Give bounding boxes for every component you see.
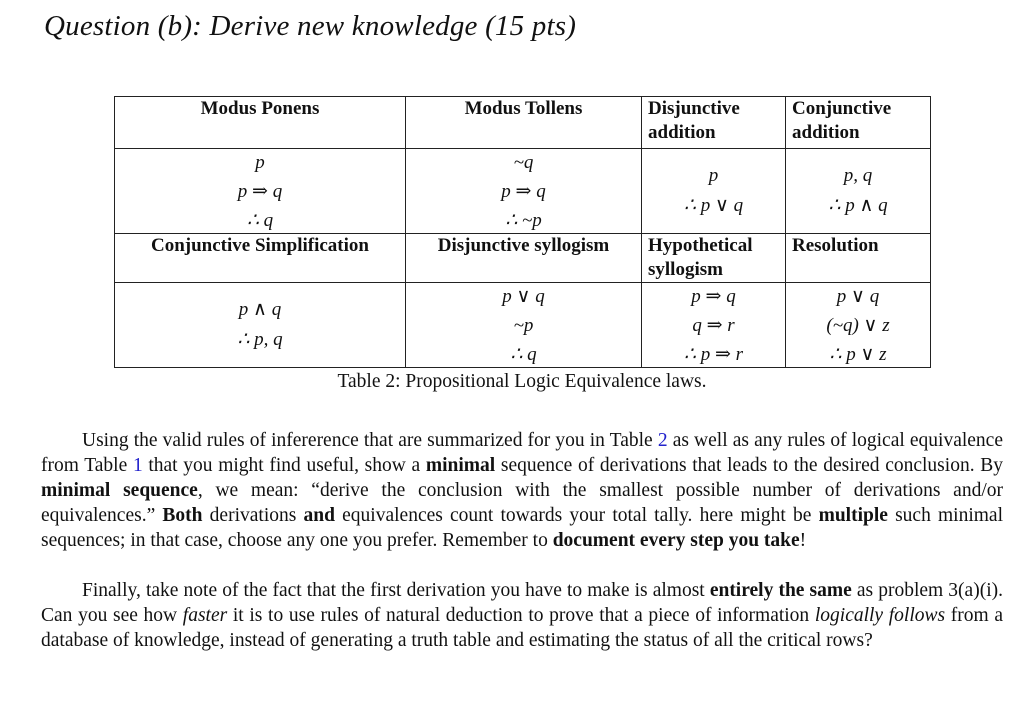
instructions-paragraph — [41, 428, 1003, 553]
text-span: from a database of knowledge, instead of generating a truth table and estimating the status of all the critical rows? — [41, 605, 1003, 651]
header-disjunctive-addition: Disjunctive addition — [642, 97, 786, 149]
bold-text: document every step you take — [552, 530, 800, 551]
formula-line: ∴ ~p — [505, 209, 542, 231]
formula-line: q ⇒ r — [692, 314, 735, 336]
italic-text: faster — [182, 605, 228, 626]
formula-line: p ∧ q — [238, 299, 282, 320]
page-title: Question (b): Derive new knowledge (15 pts) — [44, 10, 577, 42]
formula-line: p ⇒ q — [501, 180, 546, 202]
formula-line: ∴ p ∧ q — [828, 195, 888, 216]
formula-line: ∴ q — [510, 343, 537, 365]
cell-disjunctive-syllogism — [406, 283, 642, 368]
bold-text: Both — [162, 505, 203, 526]
header-modus-tollens: Modus Tollens — [406, 97, 642, 149]
cell-conjunctive-addition — [786, 149, 931, 234]
text-span: equivalences count towards your total tally. here might be — [334, 505, 819, 526]
formula-line: p — [255, 151, 265, 173]
bold-text: minimal sequence — [41, 480, 198, 501]
text-span: derivations — [202, 505, 304, 526]
formula-line: ∴ q — [246, 209, 274, 231]
cell-disjunctive-addition — [642, 149, 786, 234]
text-span: as problem 3(a)(i). Can you see how — [41, 580, 1003, 626]
formula-line: p ∨ q — [502, 285, 545, 307]
cell-modus-ponens — [115, 149, 406, 234]
formula-line: p ⇒ q — [237, 180, 283, 202]
note-paragraph — [41, 578, 1003, 653]
table-caption: Table 2: Propositional Logic Equivalence laws. — [337, 371, 707, 392]
table-row — [115, 283, 931, 368]
text-span: that you might find useful, show a — [142, 455, 426, 476]
bold-text: minimal — [425, 455, 496, 476]
formula-line: ~q — [513, 151, 534, 173]
text-span: , we mean: “derive the conclusion with the smallest possible number of derivations and/or equivalences.” — [41, 480, 1003, 526]
text-span: ! — [799, 530, 807, 551]
text-span: sequence of derivations that leads to the desired conclusion. By — [495, 455, 1003, 476]
bold-text: multiple — [818, 505, 888, 526]
table-header-row — [115, 97, 931, 149]
cell-conjunctive-simplification — [115, 283, 406, 368]
header-conjunctive-addition: Conjunctive addition — [786, 97, 931, 149]
formula-line: p, q — [843, 165, 873, 186]
formula-line: ∴ p ⇒ r — [683, 343, 744, 365]
formula-line: p — [708, 165, 719, 186]
formula-line: p ∨ q — [836, 285, 880, 307]
formula-line: (~q) ∨ z — [826, 314, 890, 336]
table-2-link[interactable]: 2 — [657, 430, 668, 451]
bold-text: entirely the same — [709, 580, 852, 601]
bold-text: and — [303, 505, 335, 526]
header-modus-ponens: Modus Ponens — [115, 97, 406, 149]
table-header-row — [115, 234, 931, 283]
header-conjunctive-simplification: Conjunctive Simplification — [115, 234, 406, 283]
formula-line: ∴ p, q — [237, 329, 283, 350]
header-hypothetical-syllogism: Hypothetical syllogism — [642, 234, 786, 283]
formula-line: ∴ p ∨ z — [829, 343, 887, 365]
formula-line: ∴ p ∨ q — [683, 195, 744, 216]
text-span: it is to use rules of natural deduction to prove that a piece of information — [227, 605, 815, 626]
cell-hypothetical-syllogism — [642, 283, 786, 368]
inference-rules-table — [114, 96, 931, 368]
header-resolution: Resolution — [786, 234, 931, 283]
cell-resolution — [786, 283, 931, 368]
italic-text: logically follows — [814, 605, 946, 626]
table-1-link[interactable]: 1 — [132, 455, 143, 476]
cell-modus-tollens — [406, 149, 642, 234]
text-span: as well as any rules of logical equivalence from Table — [41, 430, 1003, 476]
table-row — [115, 149, 931, 234]
text-span: such minimal sequences; in that case, choose any one you prefer. Remember to — [41, 505, 1004, 551]
text-span: Finally, take note of the fact that the first derivation you have to make is almost — [82, 580, 710, 601]
formula-line: ~p — [513, 314, 534, 336]
text-span: Using the valid rules of infererence that are summarized for you in Table — [82, 430, 658, 451]
formula-line: p ⇒ q — [691, 285, 736, 307]
header-disjunctive-syllogism: Disjunctive syllogism — [406, 234, 642, 283]
